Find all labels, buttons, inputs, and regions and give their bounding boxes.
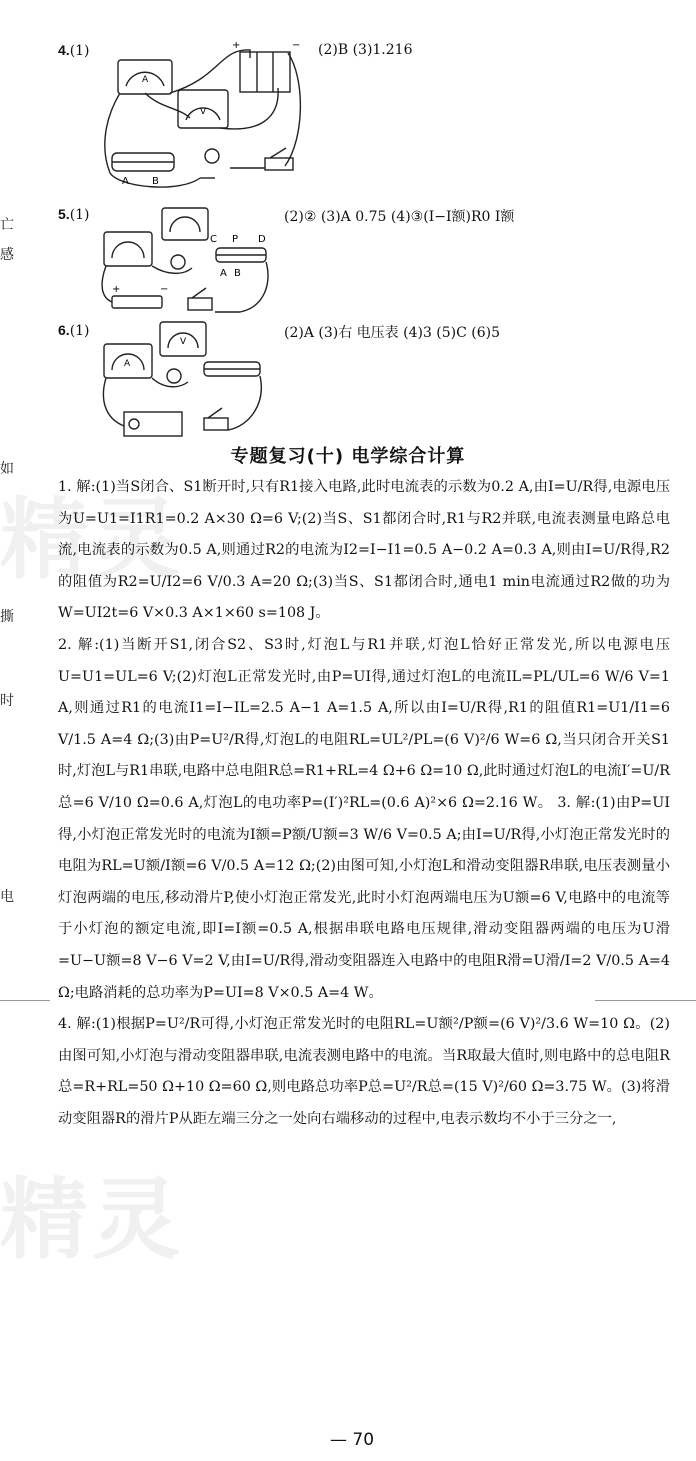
page-number: — 70 <box>330 1430 375 1450</box>
q4-number: 4. <box>58 42 70 58</box>
q5-terminal-d: D <box>258 234 266 245</box>
q6-circuit-figure <box>100 318 270 440</box>
q5-circuit-figure <box>100 202 275 322</box>
q5-answers: (2)② (3)A 0.75 (4)③(I−I额)R0 I额 <box>284 209 515 225</box>
q4-terminal-b: B <box>152 176 159 187</box>
solution-1: 1. 解:(1)当S闭合、S1断开时,只有R1接入电路,此时电流表的示数为0.2 A,由I=U/R得,电源电压为U=U1=I1R1=0.2 A×30 Ω=6 V;(2)当S、S1都闭合时,R1与R2并联,电流表测量电路总电流,电流表的示数为0.5 A,则通过R2的电流为I2=I−I1=0.5 A−0.2 A=0.3 A,则由I=U/R得,R2的阻值为R2=U/I2=6 V/0.3 A=20 Ω;(3)当S、S1都闭合时,通电1 min电流通过R2做的功为W=UI2t=6 V×0.3 A×1×60 s=108 J。 <box>58 479 670 622</box>
q6-answers: (2)A (3)右 电压表 (4)3 (5)C (6)5 <box>284 325 501 341</box>
q4-voltmeter-label: V <box>200 107 207 117</box>
edge-char: 亡 <box>0 217 14 233</box>
q4-battery-plus: + <box>232 40 241 51</box>
q4-answers: (2)B (3)1.216 <box>318 42 413 58</box>
q6-part1: (1) <box>69 323 90 339</box>
section-title: 专题复习(十) 电学综合计算 <box>230 446 466 467</box>
q5-battery-minus: − <box>160 284 169 295</box>
q4-battery-minus: − <box>292 40 301 51</box>
q5-label <box>58 206 90 223</box>
q4-circuit-figure <box>100 38 310 198</box>
fold-line <box>595 1000 696 1001</box>
q6-voltmeter-label: V <box>180 337 187 347</box>
solution-4: 4. 解:(1)根据P=U²/R可得,小灯泡正常发光时的电阻RL=U额²/P额=(6 V)²/3.6 W=10 Ω。(2)由图可知,小灯泡与滑动变阻器串联,电流表测电路中的电流。当R取最大值时,则电路中的总电阻R总=R+RL=50 Ω+10 Ω=60 Ω,则电路总功率P总=U²/R总=(15 V)²/60 Ω=3.75 W。(3)将滑动变阻器R的滑片P从距左端三分之一处向右端移动的过程中,电表示数均不小于三分之一, <box>58 1016 670 1127</box>
q5-terminal-a: A <box>220 268 227 279</box>
q4-terminal-a: A <box>122 176 129 187</box>
solution-2-3: 2. 解:(1)当断开S1,闭合S2、S3时,灯泡L与R1并联,灯泡L恰好正常发光,所以电源电压U=U1=UL=6 V;(2)灯泡L正常发光时,由P=UI得,通过灯泡L的电流IL=PL/UL=6 W/6 V=1 A,则通过R1的电流I1=I−IL=2.5 A−1 A=1.5 A,所以由I=U/R得,R1的阻值R1=U1/I1=6 V/1.5 A=4 Ω;(3)由P=U²/R得,灯泡L的电阻RL=UL²/PL=(6 V)²/6 W=6 Ω,当只闭合开关S1时,灯泡L与R1串联,电路中总电阻R总=R1+RL=4 Ω+6 Ω=10 Ω,此时通过灯泡L的电流I′=U/R总=6 V/10 Ω=0.6 A,灯泡L的电功率P=(I′)²RL=(0.6 A)²×6 Ω=2.16 W。 3. 解:(1)由P=UI得,小灯泡正常发光时的电流为I额=P额/U额=3 W/6 V=0.5 A;由I=U/R得,小灯泡正常发光时的电阻为RL=U额/I额=6 V/0.5 A=12 Ω;(2)由图可知,小灯泡L和滑动变阻器R串联,电压表测量小灯泡两端的电压,移动滑片P,使小灯泡正常发光,此时小灯泡两端电压为U额=6 V,电路中的电流等于小灯泡的额定电流,即I=I额=0.5 A,根据串联电路电压规律,滑动变阻器两端的电压为U滑=U−U额=8 V−6 V=2 V,由I=U/R得,滑动变阻器连入电路中的电阻R滑=U滑/I=2 V/0.5 A=4 Ω;电路消耗的总功率为P=UI=8 V×0.5 A=4 W。 <box>58 636 670 1001</box>
watermark: 精灵 <box>0 1168 185 1271</box>
q5-terminal-b: B <box>234 268 241 279</box>
fold-line <box>0 1000 50 1001</box>
edge-char: 如 <box>0 461 14 477</box>
solutions-body <box>58 472 670 1135</box>
edge-char: 撕 <box>0 609 14 625</box>
q5-number: 5. <box>58 206 70 222</box>
q6-label <box>58 322 90 339</box>
edge-char: 电 <box>0 889 14 905</box>
q4-ammeter-label: A <box>142 75 149 85</box>
edge-char: 时 <box>0 693 14 709</box>
q5-battery-plus: + <box>112 284 121 295</box>
q6-ammeter-label: A <box>124 359 131 369</box>
watermark: 精灵 <box>0 488 185 591</box>
q5-slider-p: P <box>232 234 239 245</box>
q5-terminal-c: C <box>210 234 217 245</box>
q5-part1: (1) <box>69 207 90 223</box>
q4-label <box>58 42 90 59</box>
q6-number: 6. <box>58 322 70 338</box>
q4-part1: (1) <box>69 43 90 59</box>
edge-char: 感 <box>0 247 14 263</box>
